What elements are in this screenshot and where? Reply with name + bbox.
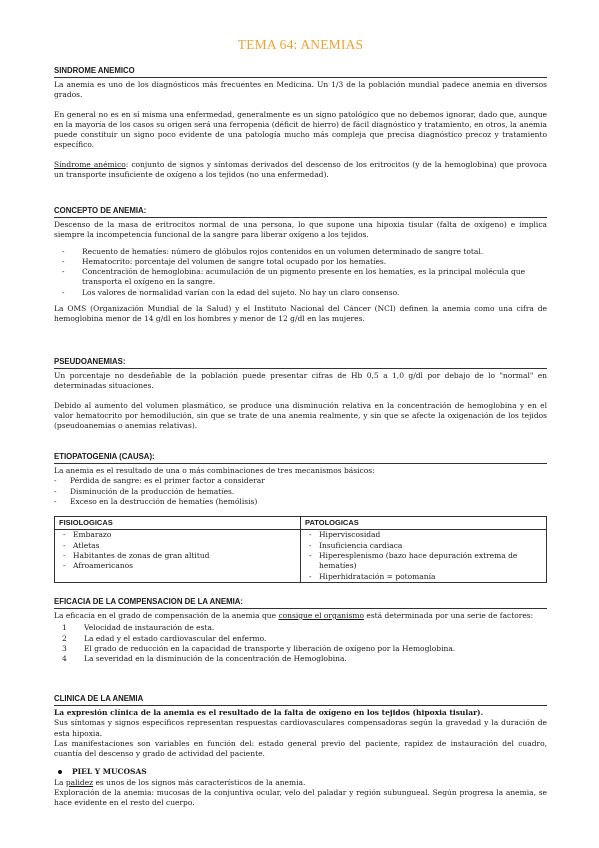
list-item: - Recuento de hematíes: número de glóbulos rojos contenidos en un volumen determinado de sangre total.: [54, 247, 547, 257]
underlined-text: palidez: [65, 777, 94, 787]
paragraph: Un porcentaje no desdeñable de la población puede presentar cifras de Hb 0,5 a 1,0 g/dl por debajo de lo "normal" en determinadas situaciones.: [54, 371, 547, 391]
list-item: - Concentración de hemoglobina: acumulación de un pigmento presente en los hematíes, es la principal molécula que transporta el oxígeno en la sangre.: [54, 267, 547, 288]
text-span: La: [54, 777, 66, 787]
mechanisms-list: [54, 476, 547, 507]
list-item: - Insuficiencia cardiaca: [305, 541, 542, 551]
text-span: La eficacia en el grado de compensación de la anemia que: [54, 611, 279, 620]
fisiologicas-list: [59, 530, 296, 571]
paragraph: Descenso de la masa de eritrocitos normal de una persona, lo que supone una hipoxia tisular (falta de oxígeno) e implica siempre la incompetencia funcional de la sangre para liberar oxígeno a los tejidos.: [54, 220, 547, 240]
section-sindrome-anemico: [54, 66, 547, 186]
definition-text: : conjunto de signos y síntomas derivados del descenso de los eritrocitos (y de la hemoglobina) que provoca un transporte insuficiente de oxígeno a los tejidos (no una enfermedad).: [54, 159, 548, 180]
paragraph: En general no es en sí misma una enfermedad, generalmente es un signo patológico que no debemos ignorar, dado que, aunque en la mayoría de los casos su origen será una ferropenia (déficit de hierro) de fácil diagnóstico y tratamiento, en otros, la anemia puede constituir un signo poco evidente de una patología mucho más compleja que precisa diagnóstico precoz y tratamiento específico.: [54, 109, 547, 150]
term-sindrome-anemico: Síndrome anémico: [54, 159, 126, 169]
list-item: - Afroamericanos: [59, 561, 296, 571]
list-item: [54, 634, 547, 644]
concepto-list: [54, 247, 547, 298]
paragraph: Sus síntomas y signos específicos representan respuestas cardiovasculares compensadoras según la gravedad y la duración de esta hipoxia.: [54, 718, 547, 738]
list-item: - Habitantes de zonas de gran altitud: [59, 551, 296, 561]
list-item: - Embarazo: [59, 530, 296, 540]
section-heading: PSEUDOANEMIAS:: [54, 357, 547, 369]
list-item: [54, 644, 547, 654]
list-item: - Hiperesplenismo (bazo hace depuración extrema de hematíes): [305, 551, 542, 572]
list-item: - Los valores de normalidad varían con la edad del sujeto. No hay un claro consenso.: [54, 288, 547, 298]
paragraph: Las manifestaciones son variables en función del: estado general previo del paciente, rapidez de instauración del cuadro, cuantía del descenso y grado de actividad del paciente.: [54, 738, 547, 759]
patologicas-list: [305, 530, 542, 581]
section-heading: CLINICA DE LA ANEMIA: [54, 694, 547, 706]
table-header-patologicas: PATOLOGICAS: [301, 517, 547, 530]
section-heading: ETIOPATOGENIA (CAUSA):: [54, 452, 547, 464]
underlined-text: consigue el organismo: [278, 611, 364, 620]
list-item: - Exceso en la destrucción de hematíes (hemólisis): [54, 497, 547, 507]
item-number: 4: [62, 654, 67, 664]
section-eficacia-compensacion: [54, 597, 547, 664]
table-header-fisiologicas: FISIOLOGICAS: [55, 517, 301, 530]
table-cell-fisiologicas: [55, 530, 301, 582]
item-number: 1: [62, 623, 67, 633]
list-item: - Pérdida de sangre: es el primer factor a considerar: [54, 476, 547, 486]
item-number: 2: [62, 633, 67, 643]
list-item: - Atletas: [59, 541, 296, 551]
list-item: - Disminución de la producción de hematíes.: [54, 487, 547, 497]
factors-list: [54, 623, 547, 664]
page-title: TEMA 64: ANEMIAS: [237, 37, 364, 52]
section-heading: CONCEPTO DE ANEMIA:: [54, 206, 547, 218]
paragraph: Debido al aumento del volumen plasmático, se produce una disminución relativa en la concentración de hemoglobina y en el valor hematocrito por hemodilución, sin que se trate de una anemia realmente, y sin que se afecte la oxigenación de los tejidos (pseudoanemias o anemias relativas).: [54, 400, 547, 431]
paragraph: La anemia es uno de los diagnósticos más frecuentes en Medicina. Un 1/3 de la población mundial padece anemia en diversos grados.: [54, 80, 547, 100]
section-etiopatogenia: [54, 452, 547, 583]
section-concepto-anemia: [54, 206, 547, 331]
section-clinica-anemia: [54, 694, 547, 815]
causes-table: [54, 516, 547, 583]
bullet-icon: [58, 770, 62, 774]
bullet-heading: [54, 767, 547, 777]
paragraph: [54, 778, 547, 788]
paragraph: [54, 160, 547, 181]
item-text: Velocidad de instauración de esta.: [84, 623, 215, 633]
paragraph: La anemia es el resultado de una o más combinaciones de tres mecanismos básicos:: [54, 466, 375, 475]
list-item: - Hiperviscosidad: [305, 530, 542, 540]
paragraph: La expresión clínica de la anemia es el resultado de la falta de oxígeno en los tejidos (hipoxia tisular).: [54, 708, 484, 717]
item-text: La severidad en la disminución de la concentración de Hemoglobina.: [84, 654, 347, 664]
section-pseudoanemias: [54, 357, 547, 437]
list-item: [54, 654, 547, 664]
paragraph: Exploración de la anemia: mucosas de la conjuntiva ocular, velo del paladar y región subungueal. Según progresa la anemia, se hace evidente en el resto del cuerpo.: [54, 788, 547, 808]
section-heading: EFICACIA DE LA COMPENSACION DE LA ANEMIA:: [54, 597, 547, 609]
item-number: 3: [62, 643, 67, 653]
text-span: está determinada por una serie de factores:: [364, 611, 534, 620]
text-span: es unos de los signos más característicos de la anemia.: [93, 777, 306, 787]
list-item: - Hiperhidratación = potomanía: [305, 572, 542, 582]
item-text: El grado de reducción en la capacidad de transporte y liberación de oxígeno por la Hemoglobina.: [84, 643, 456, 653]
list-item: [54, 623, 547, 633]
list-item: - Hematocrito: porcentaje del volumen de sangre total ocupado por los hematíes.: [54, 257, 547, 267]
paragraph: [54, 611, 547, 621]
item-text: La edad y el estado cardiovascular del enfermo.: [84, 633, 267, 643]
bullet-label: PIEL Y MUCOSAS: [72, 767, 147, 777]
table-cell-patologicas: [301, 530, 547, 582]
paragraph: La OMS (Organización Mundial de la Salud) y el Instituto Nacional del Cáncer (NCI) definen la anemia como una cifra de hemoglobina menor de 14 g/dl en los hombres y menor de 12 g/dl en las mujeres.: [54, 304, 547, 324]
section-heading: SINDROME ANEMICO: [54, 66, 547, 78]
